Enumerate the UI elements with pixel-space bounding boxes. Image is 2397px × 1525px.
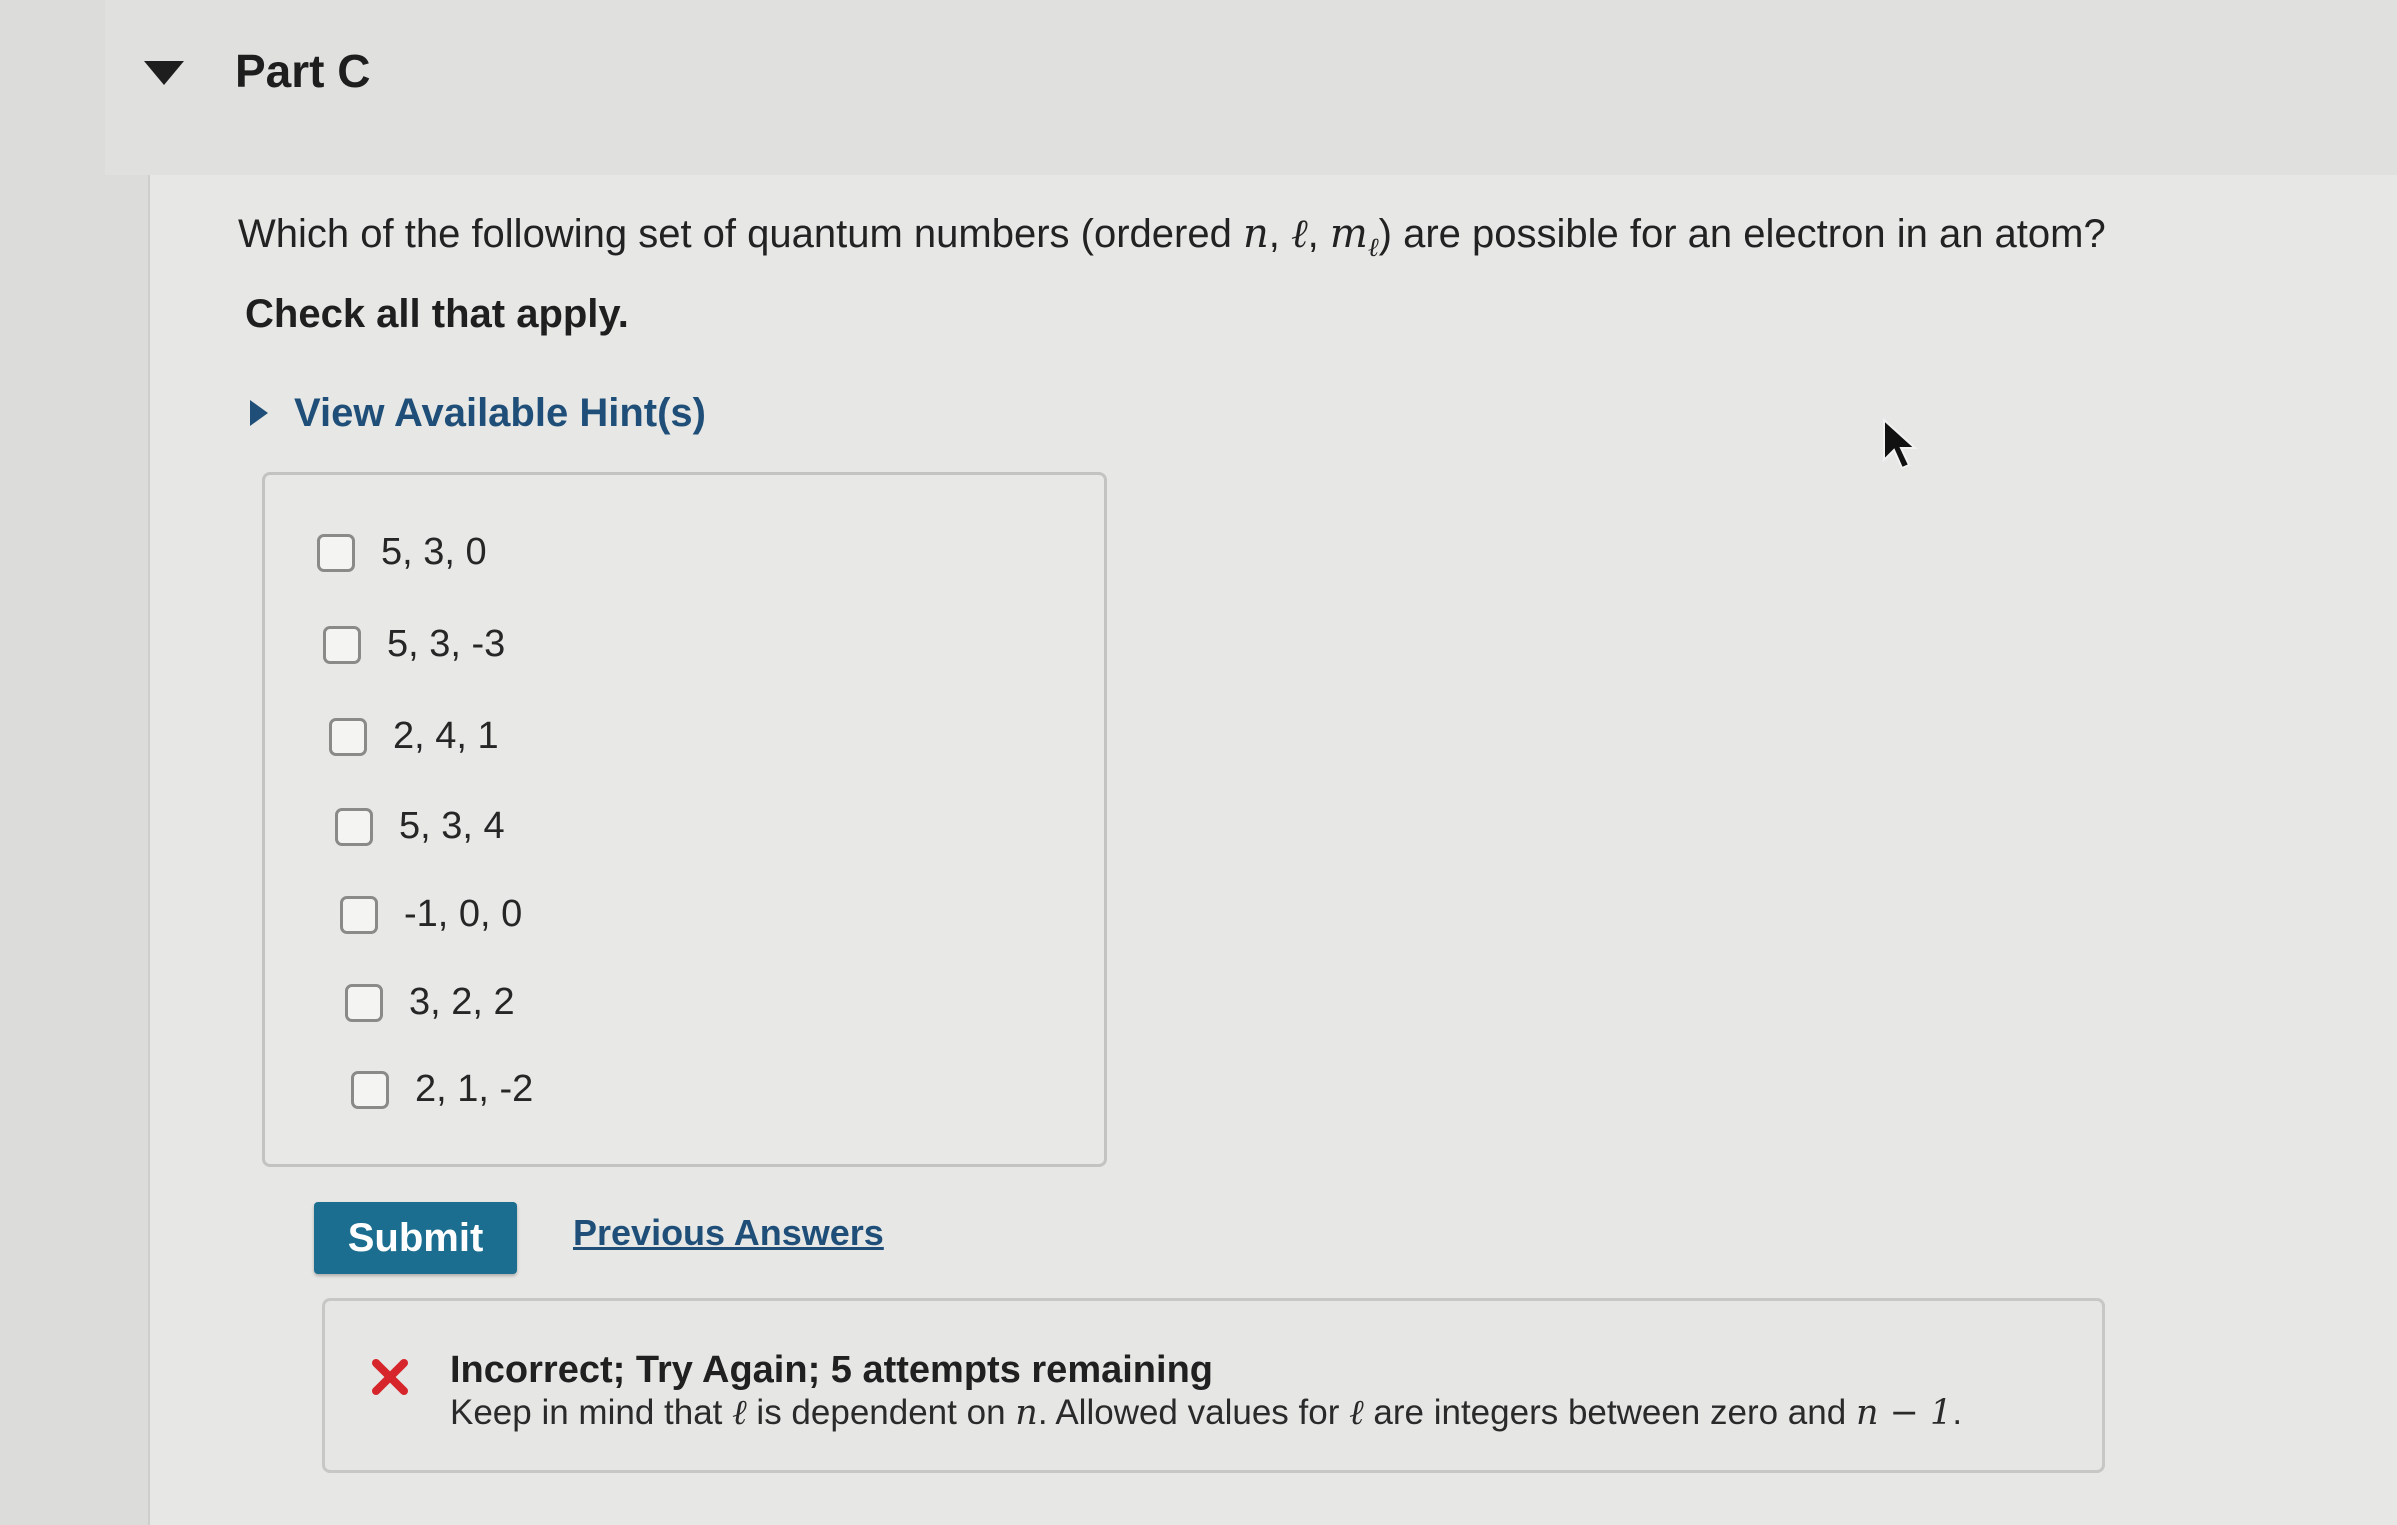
var-ml-subscript: ℓ	[1367, 233, 1379, 263]
feedback-text-4: are integers between zero and	[1363, 1393, 1856, 1432]
feedback-var-l-2: ℓ	[1349, 1393, 1364, 1433]
question-prefix: Which of the following set of quantum numbers (ordered	[238, 212, 1243, 256]
feedback-detail	[450, 1393, 1962, 1433]
part-title: Part C	[235, 45, 371, 97]
option-checkbox[interactable]	[317, 534, 355, 572]
feedback-panel	[322, 1298, 2105, 1473]
option-item[interactable]	[323, 623, 505, 666]
option-checkbox[interactable]	[340, 896, 378, 934]
var-ml: m	[1329, 211, 1368, 257]
option-checkbox[interactable]	[335, 808, 373, 846]
option-label: 5, 3, 0	[381, 531, 487, 573]
option-label: 5, 3, 4	[399, 805, 505, 847]
feedback-var-l: ℓ	[732, 1393, 747, 1433]
question-text	[238, 210, 2106, 263]
mouse-pointer-icon	[1882, 418, 1918, 472]
feedback-title: Incorrect; Try Again; 5 attempts remaining	[450, 1349, 1213, 1391]
hint-toggle[interactable]	[248, 385, 706, 441]
submit-button[interactable]: Submit	[314, 1202, 517, 1274]
option-checkbox[interactable]	[351, 1071, 389, 1109]
option-label: 2, 4, 1	[393, 715, 499, 757]
hint-link[interactable]: View Available Hint(s)	[294, 390, 706, 435]
instruction-text: Check all that apply.	[245, 292, 629, 336]
feedback-expression: n − 1	[1855, 1393, 1953, 1433]
option-label: 5, 3, -3	[387, 623, 506, 665]
options-list	[262, 472, 1107, 1167]
var-l: ℓ	[1290, 211, 1308, 257]
question-sep-1: ,	[1268, 212, 1291, 256]
var-n: n	[1242, 211, 1269, 257]
triangle-down-icon[interactable]	[142, 58, 186, 88]
previous-answers-link[interactable]: Previous Answers	[573, 1212, 884, 1253]
feedback-text-2: is dependent on	[746, 1393, 1016, 1432]
part-header[interactable]	[105, 0, 2397, 175]
option-label: -1, 0, 0	[404, 893, 523, 935]
option-item[interactable]	[329, 715, 499, 758]
feedback-text-5: .	[1952, 1393, 1963, 1432]
option-item[interactable]	[351, 1068, 533, 1111]
option-checkbox[interactable]	[329, 718, 367, 756]
option-label: 2, 1, -2	[415, 1068, 534, 1110]
feedback-var-n: n	[1015, 1393, 1038, 1433]
option-item[interactable]	[335, 805, 505, 848]
question-sep-2: ,	[1307, 212, 1330, 256]
option-checkbox[interactable]	[323, 626, 361, 664]
option-item[interactable]	[317, 531, 487, 574]
option-item[interactable]	[345, 981, 515, 1024]
question-suffix: ) are possible for an electron in an atom?	[1378, 212, 2106, 256]
option-item[interactable]	[340, 893, 522, 936]
feedback-text-1: Keep in mind that	[450, 1393, 733, 1432]
option-checkbox[interactable]	[345, 984, 383, 1022]
option-label: 3, 2, 2	[409, 981, 515, 1023]
page-margin	[0, 0, 150, 1525]
triangle-right-icon	[248, 398, 270, 428]
feedback-text-3: . Allowed values for	[1037, 1393, 1350, 1432]
x-mark-icon	[370, 1357, 410, 1397]
